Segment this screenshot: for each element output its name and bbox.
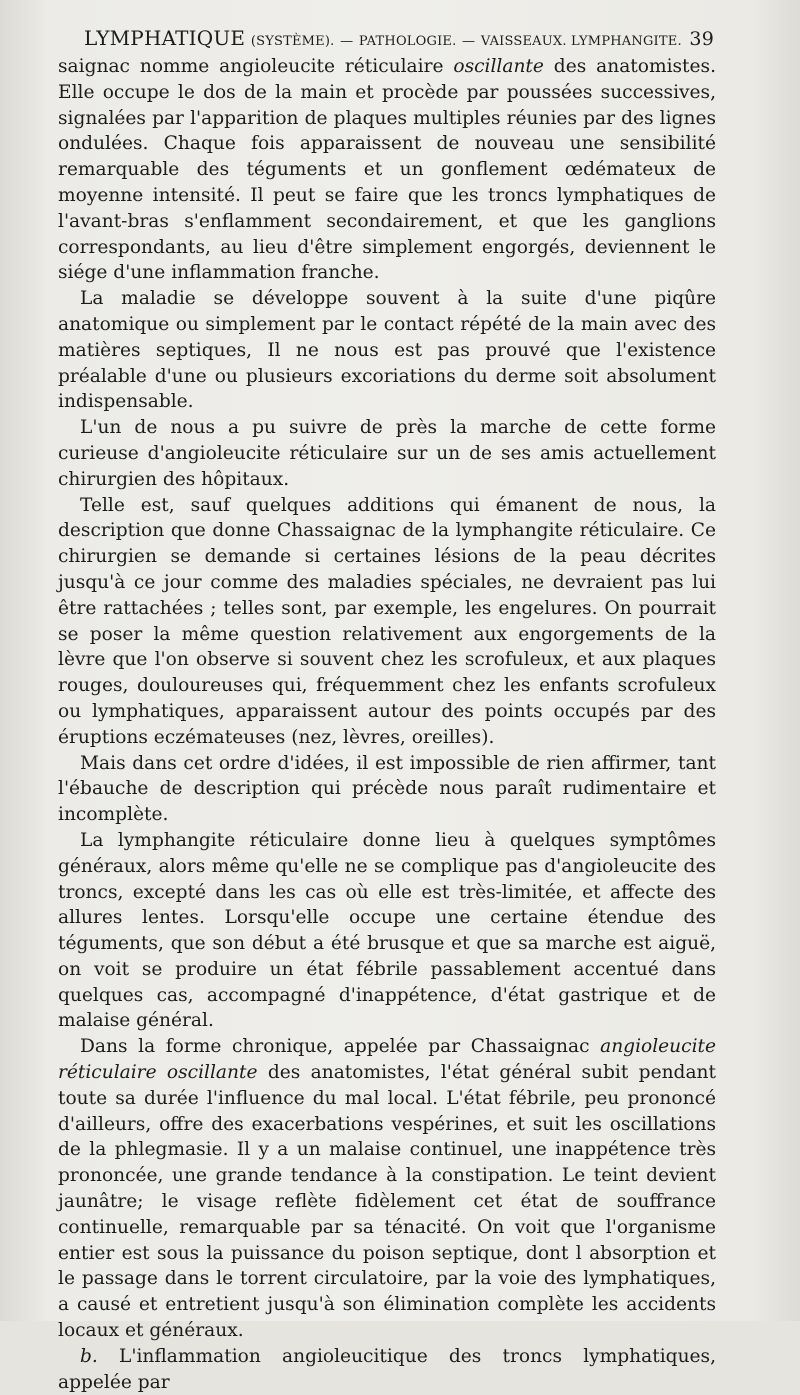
separator: — — [462, 34, 476, 49]
paragraph: Telle est, sauf quelques additions qui émanent de nous, la description que donne Chassaignac de la lymphangite réticulaire. Ce chirurgien se demande si certaines lésions de la peau décrites jusqu'à ce jour comme des maladies spéciales, ne devraient pas lui être rattachées ; telles sont, par exemple, les engelures. On pourrait se poser la même question relativement aux engorgements de la lèvre que l'on observe si souvent chez les scrofuleux, et aux plaques rouges, douloureuses qui, fréquemment chez les enfants scrofuleux ou lymphatiques, apparaissent autour des points occupés par des éruptions eczémateuses (nez, lèvres, oreilles). — [58, 494, 716, 748]
title-sub: (SYSTÈME). — [250, 34, 335, 49]
text-run: saignac nomme angioleucite réticulaire — [58, 56, 454, 77]
paragraph — [58, 54, 716, 286]
italic-run: b. — [80, 1345, 98, 1367]
paragraph — [58, 1034, 716, 1344]
page-number: 39 — [689, 28, 714, 50]
text-run: L'inflammation angioleucitique des troncs lymphatiques, appelée par — [58, 1345, 716, 1393]
paragraph — [58, 1344, 716, 1395]
subsection-name: VAISSEAUX. LYMPHANGITE. — [480, 34, 682, 49]
section-name: PATHOLOGIE. — [358, 34, 457, 49]
separator: — — [340, 34, 354, 49]
running-head-title — [84, 26, 682, 50]
italic-run: angioleucite réticulaire oscillante — [58, 1036, 716, 1084]
paragraph: La lymphangite réticulaire donne lieu à quelques symptômes généraux, alors même qu'elle ne se complique pas d'angioleucite des troncs, excepté dans les cas où elle est très-limitée, et affecte des allures lentes. Lorsqu'elle occupe une certaine étendue des téguments, que son début a été brusque et que sa marche est aiguë, on voit se produire un état fébrile passablement accentué dans quelques cas, accompagné d'inappétence, d'état gastrique et de malaise général. — [58, 829, 716, 1032]
running-head — [58, 26, 716, 50]
title-main: LYMPHATIQUE — [84, 26, 246, 50]
paragraph: L'un de nous a pu suivre de près la marche de cette forme curieuse d'angioleucite réticulaire sur un de ses amis actuellement chirurgien des hôpitaux. — [58, 417, 716, 490]
text-run: des anatomistes, l'état général subit pendant toute sa durée l'influence du mal local. L'état fébrile, peu prononcé d'ailleurs, offre des exacerbations vespérines, et suit les oscillations de la phlegmasie. Il y a un malaise continuel, une inappétence très prononcée, une grande tendance à la constipation. Le teint devient jaunâtre; le visage reflète fidèlement cet état de souffrance continuelle, remarquable par sa ténacité. On voit que l'organisme entier est sous la puissance du poison septique, dont l absorption et le passage dans le torrent circulatoire, par la voie des lymphatiques, a causé et entretient jusqu'à son élimination complète les accidents locaux et généraux. — [58, 1062, 716, 1342]
paragraph: La maladie se développe souvent à la suite d'une piqûre anatomique ou simplement par le contact répété de la main avec des matières septiques, Il ne nous est pas prouvé que l'existence préalable d'une ou plusieurs excoriations du derme soit absolument indispensable. — [58, 288, 716, 413]
body-text — [58, 54, 716, 1395]
text-run: Dans la forme chronique, appelée par Chassaignac — [80, 1036, 601, 1058]
italic-run: oscillante — [453, 56, 544, 77]
paragraph: Mais dans cet ordre d'idées, il est impossible de rien affirmer, tant l'ébauche de description qui précède nous paraît rudimentaire et incomplète. — [58, 752, 716, 826]
text-run: des anatomistes. Elle occupe le dos de la main et procède par poussées successives, signalées par l'apparition de plaques multiples réunies par des lignes ondulées. Chaque fois apparaissent de nouveau une sensibilité remarquable des téguments et un gonflement œdémateux de moyenne intensité. Il peut se faire que les troncs lymphatiques de l'avant-bras s'enflamment secondairement, et que les ganglions correspondants, au lieu d'être simplement engorgés, deviennent le siége d'une inflammation franche. — [58, 56, 716, 284]
